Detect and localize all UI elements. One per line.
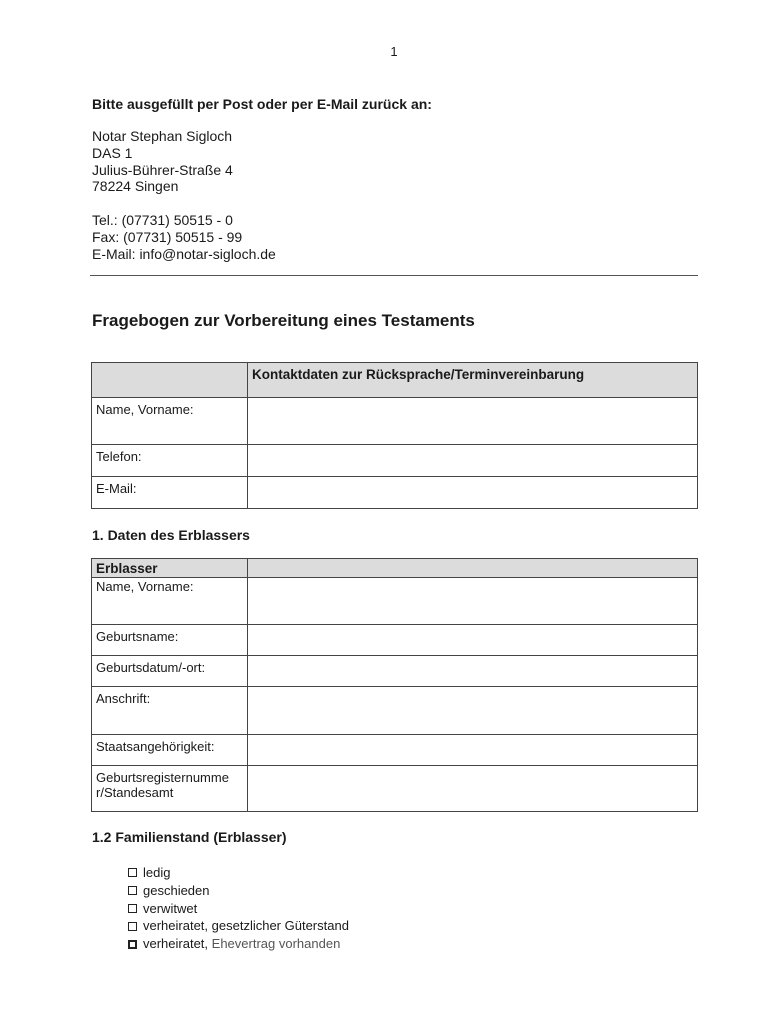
checkbox-icon[interactable] (128, 868, 137, 877)
table-row (92, 687, 698, 735)
checkbox-icon[interactable] (128, 886, 137, 895)
option-label-part: verheiratet, (143, 936, 212, 952)
label-line: r/Standesamt (96, 785, 174, 800)
table-row (92, 656, 698, 687)
notary-address (92, 128, 233, 195)
label-cell (92, 559, 248, 625)
table-row (92, 625, 698, 656)
table-row (92, 735, 698, 766)
option-geschieden[interactable] (128, 882, 349, 900)
row-label: Geburtsdatum/-ort: (92, 656, 248, 687)
row-label: Geburtsname: (92, 625, 248, 656)
option-label: ledig (143, 865, 171, 880)
birth-date-input-cell[interactable] (248, 656, 698, 687)
section-heading: 1. Daten des Erblassers (92, 527, 250, 543)
option-label: verheiratet, gesetzlicher Güterstand (143, 918, 349, 934)
header-shading (248, 559, 697, 578)
name-input-cell[interactable] (248, 559, 698, 625)
contact-table (91, 362, 698, 509)
marital-status-options (128, 864, 349, 953)
row-label: Name, Vorname: (96, 579, 194, 594)
birth-register-input-cell[interactable] (248, 766, 698, 812)
contact-table-header: Kontaktdaten zur Rücksprache/Terminvereinbarung (252, 367, 585, 382)
email-line: E-Mail: info@notar-sigloch.de (92, 245, 276, 262)
section-heading: 1.2 Familienstand (Erblasser) (92, 829, 287, 845)
row-label: Anschrift: (92, 687, 248, 735)
option-ledig[interactable] (128, 864, 349, 882)
row-label: Name, Vorname: (92, 398, 248, 445)
checkbox-icon[interactable] (128, 922, 137, 931)
table-row (92, 398, 698, 445)
horizontal-divider (90, 275, 698, 276)
address-line: Julius-Bührer-Straße 4 (92, 161, 233, 178)
address-line: Notar Stephan Sigloch (92, 128, 233, 144)
phone-line: Tel.: (07731) 50515 - 0 (92, 212, 233, 228)
table-header-cell (248, 363, 698, 398)
notary-contact (92, 212, 276, 262)
page-title: Fragebogen zur Vorbereitung eines Testaments (92, 311, 475, 330)
fax-line: Fax: (07731) 50515 - 99 (92, 228, 243, 245)
email-input-cell[interactable] (248, 477, 698, 509)
table-header-empty-cell (92, 363, 248, 398)
checkbox-icon[interactable] (128, 904, 137, 913)
row-label (92, 766, 248, 812)
option-label (143, 935, 340, 953)
address-line: DAS 1 (92, 144, 133, 161)
table-row (92, 559, 698, 625)
testator-header: Erblasser (92, 559, 247, 578)
table-row (92, 477, 698, 509)
address-input-cell[interactable] (248, 687, 698, 735)
return-instruction: Bitte ausgefüllt per Post oder per E-Mail zurück an: (92, 96, 432, 112)
birth-name-input-cell[interactable] (248, 625, 698, 656)
label-line: Geburtsregisternumme (96, 770, 229, 785)
row-label: Telefon: (92, 445, 248, 477)
row-label: Staatsangehörigkeit: (92, 735, 248, 766)
table-row (92, 766, 698, 812)
row-label: E-Mail: (92, 477, 248, 509)
nationality-input-cell[interactable] (248, 735, 698, 766)
page-number: 1 (390, 44, 398, 59)
testator-table (91, 558, 698, 812)
option-verheiratet-gesetzlich[interactable] (128, 917, 349, 935)
option-verwitwet[interactable] (128, 900, 349, 918)
name-input-cell[interactable] (248, 398, 698, 445)
checkbox-icon[interactable] (128, 940, 137, 949)
option-label-part: Ehevertrag vorhanden (211, 936, 341, 952)
option-label: verwitwet (143, 900, 198, 916)
table-header-row (92, 363, 698, 398)
table-row (92, 445, 698, 477)
phone-input-cell[interactable] (248, 445, 698, 477)
option-label: geschieden (143, 882, 210, 898)
option-verheiratet-ehevertrag[interactable] (128, 935, 349, 953)
address-line: 78224 Singen (92, 178, 179, 195)
